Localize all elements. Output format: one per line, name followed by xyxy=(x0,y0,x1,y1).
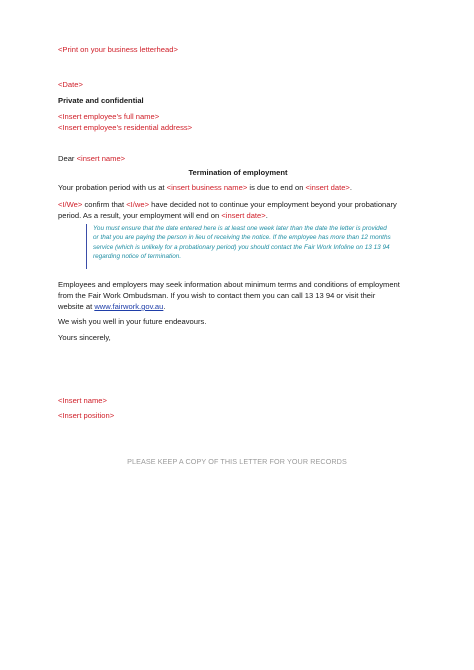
note-line: regarding notice of termination. xyxy=(93,253,182,261)
info-line-2: from the Fair Work Ombudsman. If you wish to contact them you can call 13 13 94 or visit their xyxy=(58,291,376,300)
iwe-placeholder: <I/We> xyxy=(58,200,83,209)
signer-position-placeholder: <Insert position> xyxy=(58,411,115,420)
confirm-text-3: period. As a result, your employment will end on xyxy=(58,211,222,220)
fairwork-link[interactable]: www.fairwork.gov.au xyxy=(94,302,164,311)
confirm-line-2 xyxy=(58,210,428,221)
note-line: or that you are paying the person in lieu of receiving the notice. If the employee has more than 12 months xyxy=(93,234,391,242)
guidance-note xyxy=(86,224,408,269)
confirm-text: confirm that xyxy=(82,200,127,209)
probation-text: Your probation period with us at xyxy=(58,183,167,192)
letterhead-placeholder: <Print on your business letterhead> xyxy=(58,45,178,54)
salutation-name-placeholder: <insert name> xyxy=(76,154,126,163)
confidential-heading: Private and confidential xyxy=(58,96,144,105)
info-paragraph xyxy=(58,279,428,312)
closing: Yours sincerely, xyxy=(58,333,111,342)
signer-name-placeholder: <Insert name> xyxy=(58,396,107,405)
confirm-text-4: . xyxy=(265,211,268,220)
employee-address-placeholder: <Insert employee’s residential address> xyxy=(58,123,193,132)
salutation xyxy=(58,153,428,164)
info-line-1: Employees and employers may seek information about minimum terms and conditions of employment xyxy=(58,280,400,289)
salutation-dear: Dear xyxy=(58,154,77,163)
info-line-3-text: website at xyxy=(58,302,95,311)
info-line-3-end: . xyxy=(163,302,166,311)
records-footer: PLEASE KEEP A COPY OF THIS LETTER FOR YOUR RECORDS xyxy=(127,457,347,466)
probation-text-2: is due to end on xyxy=(247,183,306,192)
end-date-placeholder: <insert date> xyxy=(305,183,350,192)
confirm-text-2: have decided not to continue your employment beyond your probationary xyxy=(149,200,397,209)
well-wishes: We wish you well in your future endeavours. xyxy=(58,317,207,326)
probation-text-3: . xyxy=(349,183,352,192)
info-line-3 xyxy=(58,301,428,312)
letter-title: Termination of employment xyxy=(188,168,288,177)
confirm-date-placeholder: <insert date> xyxy=(221,211,266,220)
iwe-placeholder-2: <I/we> xyxy=(126,200,150,209)
note-line: You must ensure that the date entered here is at least one week later than the date the letter is provided xyxy=(93,225,387,232)
probation-paragraph xyxy=(58,182,428,193)
note-line: service (which is unlikely for a probationary period) you should contact the Fair Work Infoline on 13 13 94 xyxy=(93,243,390,251)
confirm-paragraph xyxy=(58,199,428,221)
business-name-placeholder: <insert business name> xyxy=(166,183,248,192)
employee-name-placeholder: <Insert employee’s full name> xyxy=(58,112,160,121)
confirm-line-1 xyxy=(58,199,428,210)
date-placeholder: <Date> xyxy=(58,80,83,89)
